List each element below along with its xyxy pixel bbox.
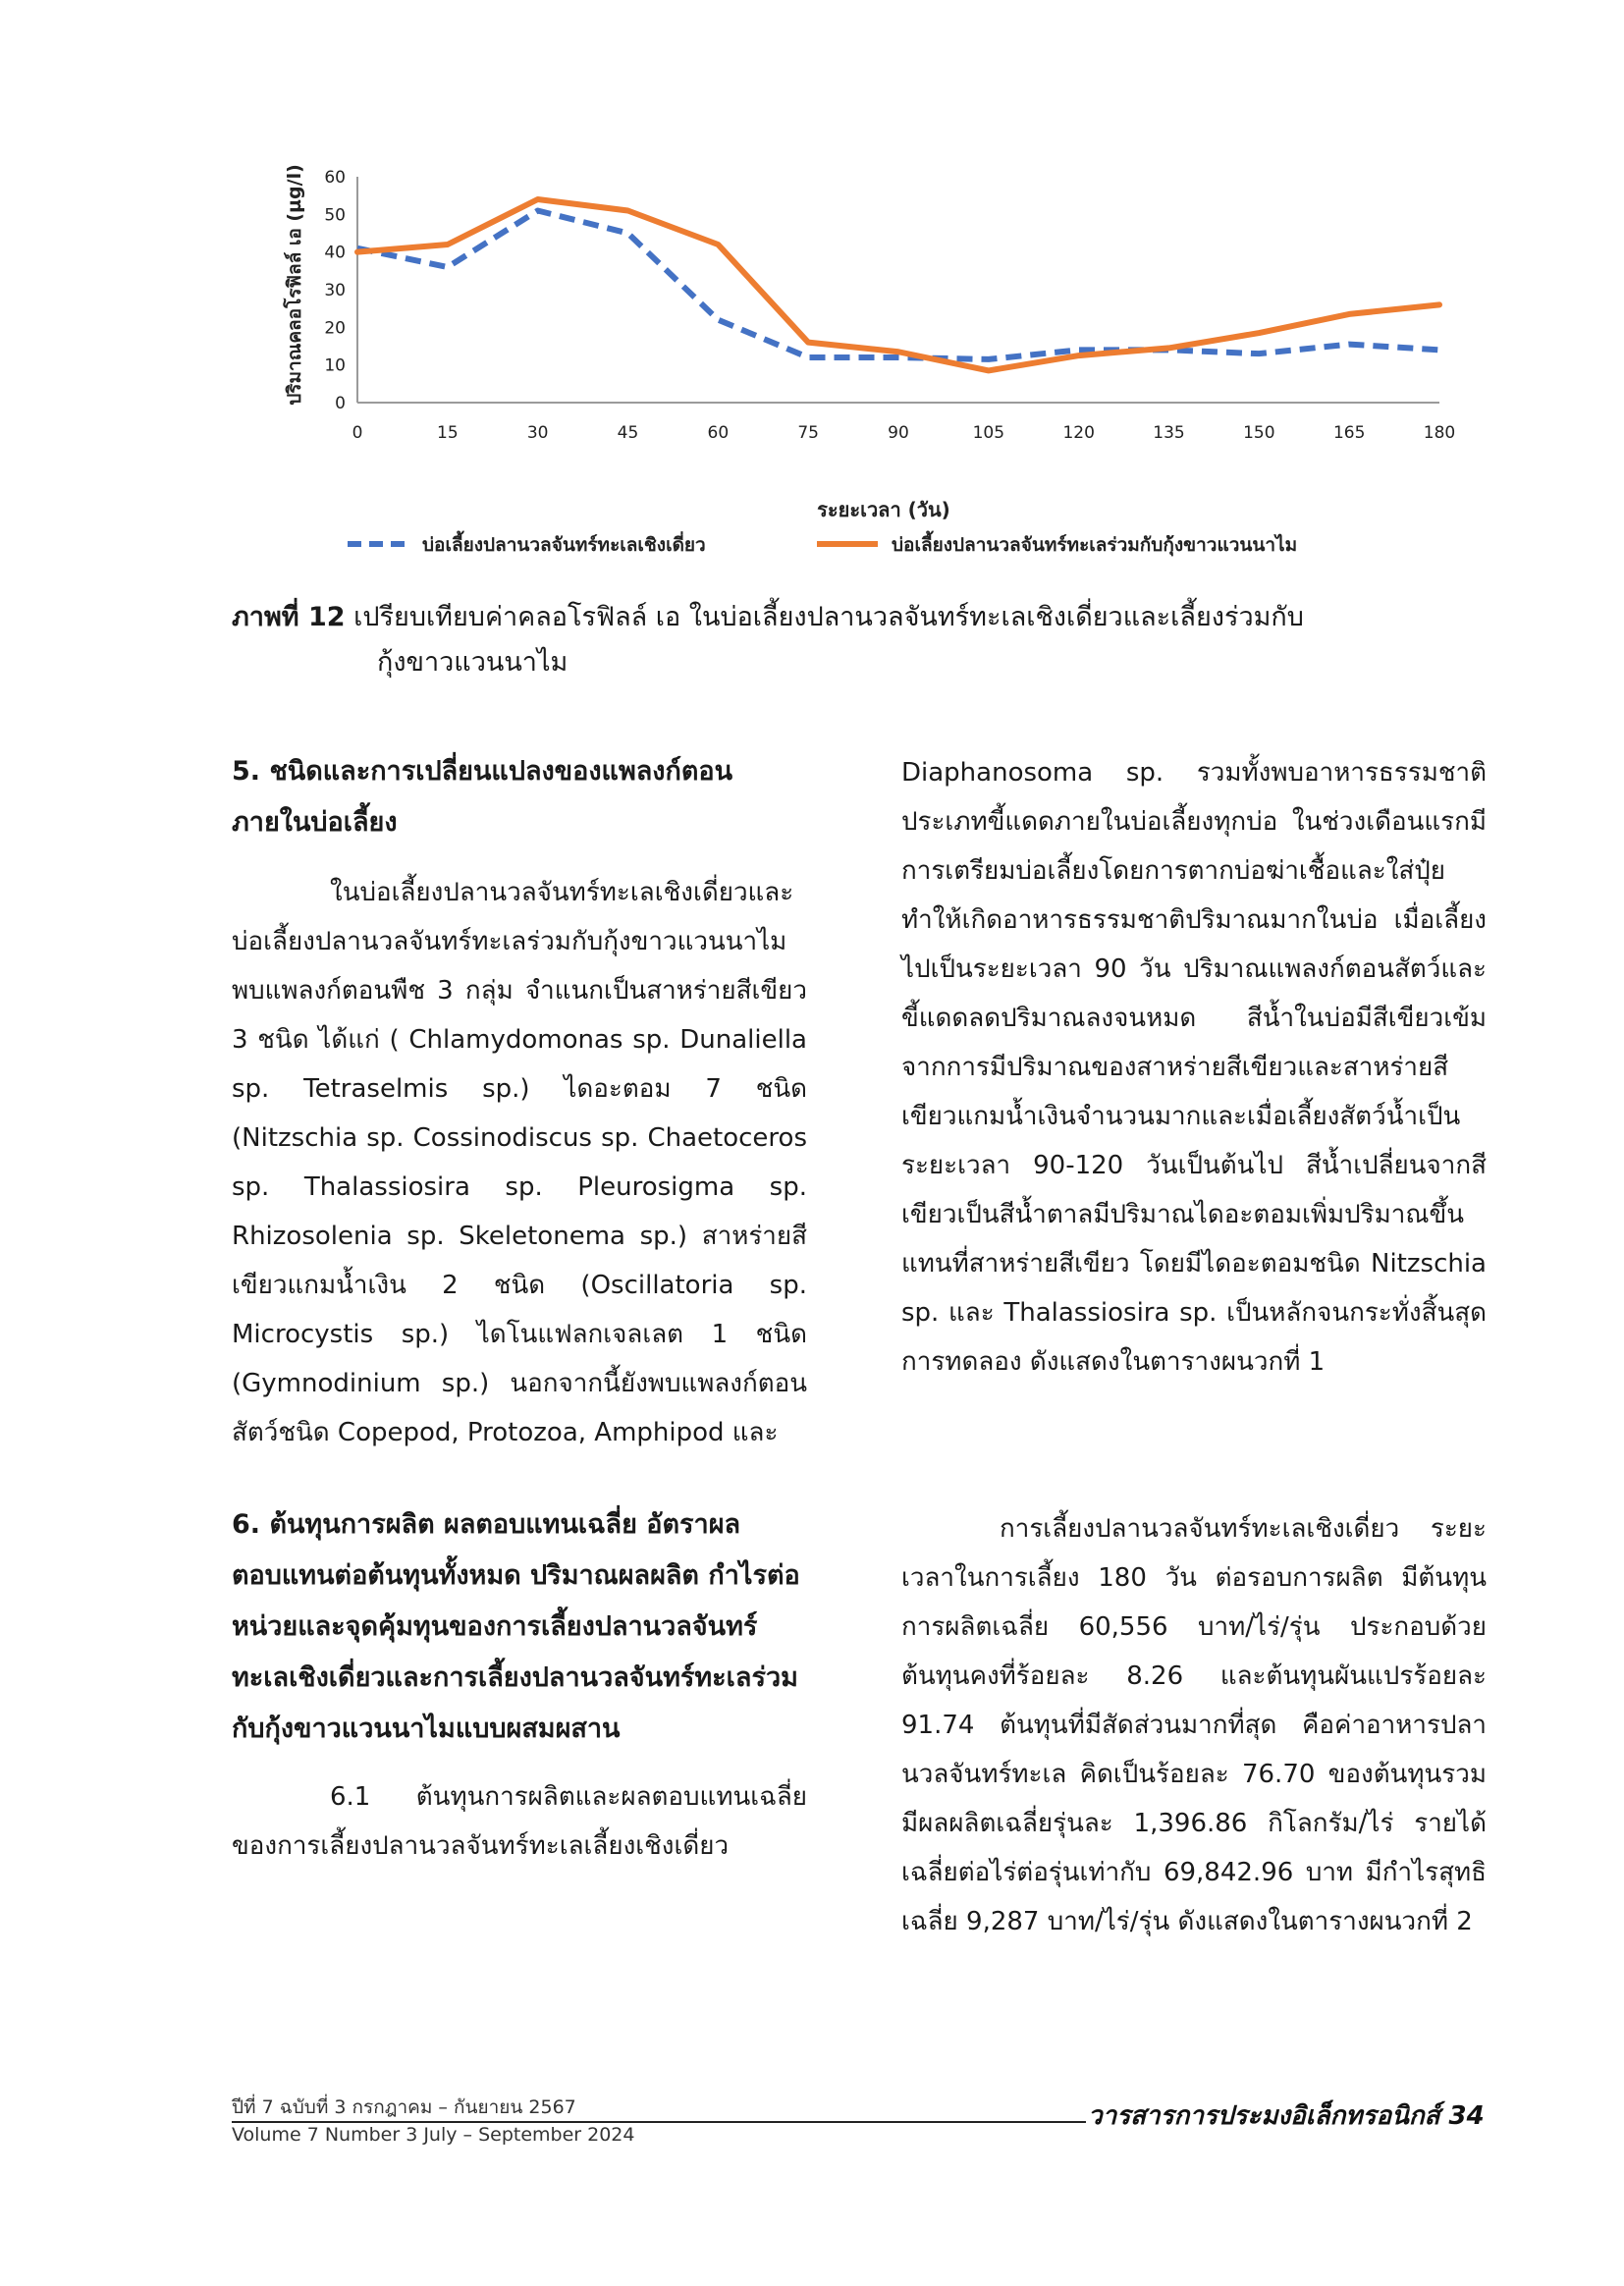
series-line-1 (357, 211, 1439, 359)
y-tick-label: 20 (324, 318, 346, 339)
y-tick-label: 30 (324, 281, 346, 300)
section-6-paragraph: การเลี้ยงปลานวลจันทร์ทะเลเชิงเดี่ยว ระยะเวลาในการเลี้ยง 180 วัน ต่อรอบการผลิต มีต้นทุนการผลิตเฉลี่ย 60,556 บาท/ไร่/รุ่น ประกอบด้วยต้นทุนคงที่ร้อยละ 8.26 และต้นทุนผันแปรร้อยละ 91.74 ต้นทุนที่มีสัดส่วนมากที่สุด คือค่าอาหารปลานวลจันทร์ทะเล คิดเป็นร้อยละ 76.70 ของต้นทุนรวม มีผลผลิตเฉลี่ยรุ่นละ 1,396.86 กิโลกรัม/ไร่ รายได้เฉลี่ยต่อไร่ต่อรุ่นเท่ากับ 69,842.96 บาท มีกำไรสุทธิเฉลี่ย 9,287 บาท/ไร่/รุ่น ดังแสดงในตารางผนวกที่ 2 (901, 1514, 1487, 1936)
y-tick-label: 60 (324, 168, 346, 188)
x-tick-label: 0 (352, 423, 363, 443)
x-tick-label: 105 (972, 423, 1005, 443)
x-tick-label: 165 (1332, 423, 1366, 443)
legend-label-1: บ่อเลี้ยงปลานวลจันทร์ทะเลเชิงเดี่ยว (422, 534, 706, 556)
figure-caption-label: ภาพที่ 12 (232, 602, 346, 632)
x-tick-label: 90 (888, 423, 909, 443)
footer-issue-english: Volume 7 Number 3 July – September 2024 (232, 2124, 635, 2146)
y-tick-label: 10 (324, 355, 346, 376)
chart-series (357, 199, 1439, 370)
chart-y-axis-label: ปริมาณคลอโรฟิลล์ เอ (µg/l) (284, 164, 305, 406)
section-6-heading: 6. ต้นทุนการผลิต ผลตอบแทนเฉลี่ย อัตราผลตอบแทนต่อต้นทุนทั้งหมด ปริมาณผลผลิต กำไรต่อหน่วยและจุดคุ้มทุนของการเลี้ยงปลานวลจันทร์ทะเลเชิงเดี่ยวและการเลี้ยงปลานวลจันทร์ทะเลร่วมกับกุ้งขาวแวนนาไมแบบผสมผสาน (232, 1509, 800, 1744)
y-tick-label: 50 (324, 205, 346, 226)
section-6-1-subheading: 6.1 ต้นทุนการผลิตและผลตอบแทนเฉลี่ยของการเลี้ยงปลานวลจันทร์ทะเลเลี้ยงเชิงเดี่ยว (232, 1782, 807, 1861)
x-tick-label: 30 (526, 423, 549, 443)
x-tick-label: 75 (797, 423, 819, 443)
x-tick-label: 135 (1153, 423, 1185, 443)
footer-issue-thai: ปีที่ 7 ฉบับที่ 3 กรกฎาคม – กันยายน 2567 (232, 2096, 576, 2118)
chart-x-axis-label: ระยะเวลา (วัน) (817, 498, 950, 521)
section-5-paragraph-continued: Diaphanosoma sp. รวมทั้งพบอาหารธรรมชาติประเภทขี้แดดภายในบ่อเลี้ยงทุกบ่อ ในช่วงเดือนแรกมีการเตรียมบ่อเลี้ยงโดยการตากบ่อฆ่าเชื้อและใส่ปุ๋ย ทำให้เกิดอาหารธรรมชาติปริมาณมากในบ่อ เมื่อเลี้ยงไปเป็นระยะเวลา 90 วัน ปริมาณแพลงก์ตอนสัตว์และขี้แดดลดปริมาณลงจนหมด สีน้ำในบ่อมีสีเขียวเข้มจากการมีปริมาณของสาหร่ายสีเขียวและสาหร่ายสีเขียวแกมน้ำเงินจำนวนมากและเมื่อเลี้ยงสัตว์น้ำเป็นระยะเวลา 90-120 วันเป็นต้นไป สีน้ำเปลี่ยนจากสีเขียวเป็นสีน้ำตาลมีปริมาณไดอะตอมเพิ่มปริมาณขึ้นแทนที่สาหร่ายสีเขียว โดยมีไดอะตอมชนิด Nitzschia sp. และ Thalassiosira sp. เป็นหลักจนกระทั่งสิ้นสุดการทดลอง ดังแสดงในตารางผนวกที่ 1 (901, 758, 1487, 1377)
x-tick-label: 120 (1062, 423, 1095, 443)
x-tick-label: 180 (1423, 423, 1456, 443)
section-6-left (232, 1499, 807, 1871)
section-6-right (901, 1504, 1487, 1946)
figure-caption-text-line2: กุ้งขาวแวนนาไม (377, 647, 568, 678)
chlorophyll-line-chart (257, 157, 1485, 589)
y-tick-label: 0 (335, 394, 346, 413)
chart-legend (348, 530, 1297, 557)
y-tick-label: 40 (324, 243, 346, 263)
x-tick-label: 150 (1243, 423, 1275, 443)
footer-journal-title: วารสารการประมงอิเล็กทรอนิกส์ 34 (1088, 2101, 1485, 2131)
footer-divider (232, 2121, 1086, 2123)
section-5-left (232, 746, 807, 1457)
legend-label-2: บ่อเลี้ยงปลานวลจันทร์ทะเลร่วมกับกุ้งขาวแวนนาไม (892, 534, 1298, 556)
figure-caption (232, 595, 1498, 685)
x-tick-label: 60 (707, 423, 730, 443)
section-5-heading: 5. ชนิดและการเปลี่ยนแปลงของแพลงก์ตอนภายในบ่อเลี้ยง (232, 756, 733, 838)
figure-caption-text-line1: เปรียบเทียบค่าคลอโรฟิลล์ เอ ในบ่อเลี้ยงปลานวลจันทร์ทะเลเชิงเดี่ยวและเลี้ยงร่วมกับ (353, 602, 1304, 632)
x-tick-label: 15 (437, 423, 459, 443)
section-5-paragraph: ในบ่อเลี้ยงปลานวลจันทร์ทะเลเชิงเดี่ยวและบ่อเลี้ยงปลานวลจันทร์ทะเลร่วมกับกุ้งขาวแวนนาไมพบแพลงก์ตอนพืช 3 กลุ่ม จำแนกเป็นสาหร่ายสีเขียว 3 ชนิด ได้แก่ ( Chlamydomonas sp. Dunaliella sp. Tetraselmis sp.) ไดอะตอม 7 ชนิด (Nitzschia sp. Cossinodiscus sp. Chaetoceros sp. Thalassiosira sp. Pleurosigma sp. Rhizosolenia sp. Skeletonema sp.) สาหร่ายสีเขียวแกมน้ำเงิน 2 ชนิด (Oscillatoria sp. Microcystis sp.) ไดโนแฟลกเจลเลต 1 ชนิด (Gymnodinium sp.) นอกจากนี้ยังพบแพลงก์ตอนสัตว์ชนิด Copepod, Protozoa, Amphipod และ (232, 878, 807, 1447)
x-tick-label: 45 (617, 423, 639, 443)
section-5-right (901, 748, 1487, 1387)
